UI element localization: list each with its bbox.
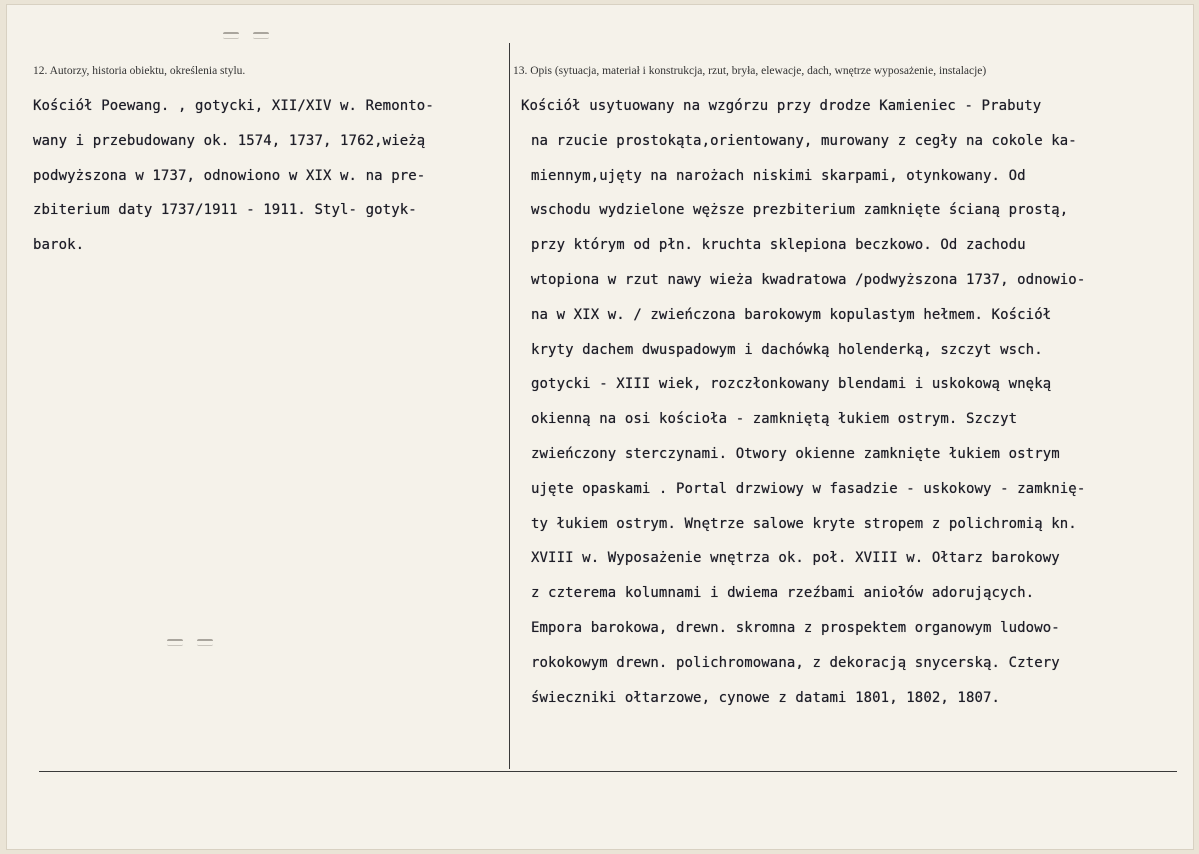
section-13-heading: 13. Opis (sytuacja, materiał i konstrukcja, rzut, bryła, elewacje, dach, wnętrze wyposażenie, instalacje): [513, 65, 987, 77]
text-line: gotycki - XIII wiek, rozczłonkowany blendami i uskokową wnęką: [531, 376, 1052, 393]
text-line: świeczniki ołtarzowe, cynowe z datami 1801, 1802, 1807.: [531, 689, 1001, 706]
staple-mark-top: [223, 32, 273, 38]
text-line: XVIII w. Wyposażenie wnętrza ok. poł. XVIII w. Ołtarz barokowy: [531, 550, 1060, 567]
text-line: zwieńczony sterczynami. Otwory okienne zamknięte łukiem ostrym: [531, 445, 1060, 462]
text-line: Kościół usytuowany na wzgórzu przy drodze Kamieniec - Prabuty: [521, 98, 1042, 114]
staple-mark-middle: [167, 639, 217, 645]
text-line: okienną na osi kościoła - zamkniętą łukiem ostrym. Szczyt: [531, 411, 1018, 428]
text-line: rokokowym drewn. polichromowana, z dekoracją snycerską. Cztery: [531, 654, 1060, 671]
bottom-rule: [39, 771, 1177, 772]
text-line: miennym,ujęty na narożach niskimi skarpami, otynkowany. Od: [531, 167, 1026, 184]
text-line: z czterema kolumnami i dwiema rzeźbami aniołów adorujących.: [531, 585, 1035, 602]
section-12-heading: 12. Autorzy, historia obiektu, określenia stylu.: [33, 65, 246, 77]
column-divider: [509, 43, 510, 769]
text-line: wany i przebudowany ok. 1574, 1737, 1762,wieżą: [33, 132, 426, 149]
text-line: wtopiona w rzut nawy wieża kwadratowa /podwyższona 1737, odnowio-: [531, 271, 1086, 288]
text-line: wschodu wydzielone węższe prezbiterium zamknięte ścianą prostą,: [531, 202, 1069, 219]
text-line: Kościół Poewang. , gotycki, XII/XIV w. Remonto-: [33, 98, 434, 114]
section-12-body: [33, 89, 503, 263]
text-line: kryty dachem dwuspadowym i dachówką holenderką, szczyt wsch.: [531, 341, 1043, 358]
text-line: ujęte opaskami . Portal drzwiowy w fasadzie - uskokowy - zamknię-: [531, 480, 1086, 497]
text-line: na rzucie prostokąta,orientowany, murowany z cegły na cokole ka-: [531, 132, 1077, 149]
text-line: barok.: [33, 237, 85, 254]
section-13-body: [517, 89, 1187, 715]
text-line: zbiterium daty 1737/1911 - 1911. Styl- gotyk-: [33, 202, 417, 219]
text-line: przy którym od płn. kruchta sklepiona beczkowo. Od zachodu: [531, 237, 1026, 254]
text-line: podwyższona w 1737, odnowiono w XIX w. na pre-: [33, 167, 426, 184]
text-line: ty łukiem ostrym. Wnętrze salowe kryte stropem z polichromią kn.: [531, 515, 1077, 532]
text-line: Empora barokowa, drewn. skromna z prospektem organowym ludowo-: [531, 619, 1060, 636]
record-card: [6, 4, 1194, 850]
text-line: na w XIX w. / zwieńczona barokowym kopulastym hełmem. Kościół: [531, 306, 1052, 323]
